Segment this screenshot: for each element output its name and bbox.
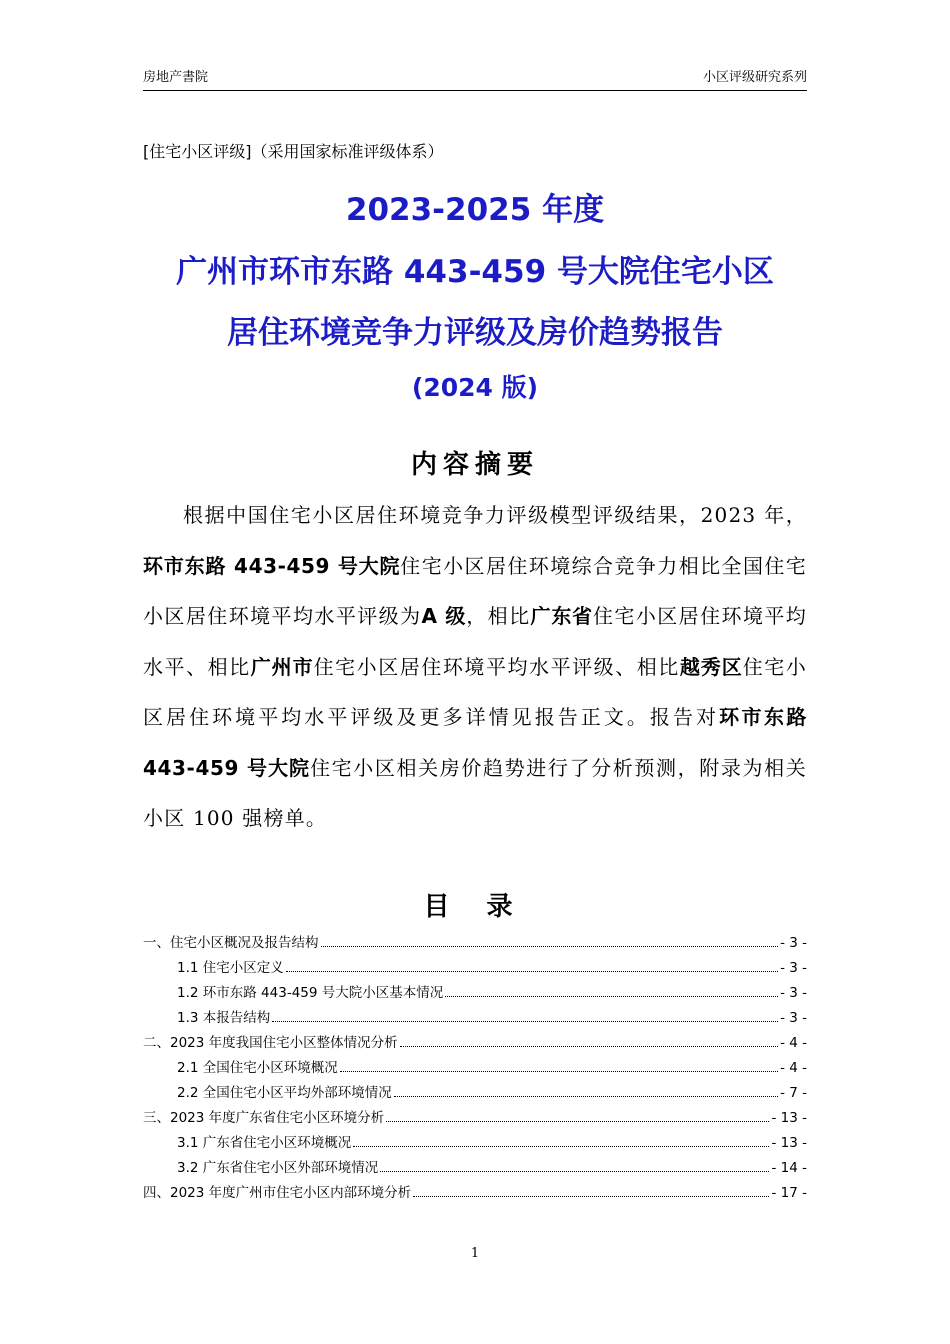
toc-leader-dots [353,1146,769,1147]
toc-entry[interactable] [143,1156,807,1181]
toc-entry[interactable] [143,1131,807,1156]
toc-entry[interactable] [143,931,807,956]
title-line-3: 居住环境竞争力评级及房价趋势报告 [227,315,723,351]
report-category: [住宅小区评级]（采用国家标准评级体系） [143,142,444,161]
toc-leader-dots [286,971,778,972]
toc-entry-page: - 13 - [771,1110,807,1126]
title-line-2: 广州市环市东路 443-459 号大院住宅小区 [176,254,774,290]
header-series: 小区评级研究系列 [702,70,807,85]
toc-entry-page: - 4 - [780,1035,807,1051]
toc-entry-label: 二、2023 年度我国住宅小区整体情况分析 [143,1035,398,1051]
summary-body [143,490,807,844]
summary-text: 住宅小区居住环境平均水平、相比 [143,604,807,679]
page-number: 1 [470,1246,480,1261]
summary-text: 住宅小区相关房价趋势进行了分析预测，附录为相关小区 100 强榜单。 [143,755,807,830]
title-edition: (2024 版) [411,373,539,402]
summary-highlight-district: 越秀区 [679,654,743,679]
toc-entry[interactable] [143,1031,807,1056]
summary-text: 住宅小区居住环境平均水平评级、相比 [313,654,680,679]
toc-entry-label: 3.1 广东省住宅小区环境概况 [177,1135,352,1151]
toc-leader-dots [272,1021,778,1022]
toc-entry[interactable] [143,956,807,981]
summary-highlight-community: 环市东路 443-459 号大院 [143,705,808,780]
toc-entry-page: - 3 - [780,985,807,1001]
summary-highlight-community: 环市东路 443-459 号大院 [143,553,401,578]
toc-entry-label: 1.1 住宅小区定义 [177,960,284,976]
toc-leader-dots [340,1071,778,1072]
toc-leader-dots [386,1121,769,1122]
toc-leader-dots [321,946,779,947]
toc-entry[interactable] [143,1056,807,1081]
toc-leader-dots [413,1196,769,1197]
toc-leader-dots [380,1171,769,1172]
toc-entry-label: 四、2023 年度广州市住宅小区内部环境分析 [143,1185,412,1201]
summary-heading: 内容摘要 [410,450,539,480]
toc-entry[interactable] [143,981,807,1006]
toc-entry-label: 2.1 全国住宅小区环境概况 [177,1060,338,1076]
toc-entry-page: - 17 - [771,1185,807,1201]
toc-entry-page: - 3 - [780,960,807,976]
summary-paragraph [143,490,807,844]
toc-leader-dots [445,996,778,997]
summary-text: 住宅小区居住环境综合竞争力相比全国住宅小区居住环境平均水平评级为 [143,553,807,628]
toc-leader-dots [394,1096,778,1097]
toc-entry[interactable] [143,1081,807,1106]
toc-entry-label: 三、2023 年度广东省住宅小区环境分析 [143,1110,385,1126]
toc-leader-dots [400,1046,778,1047]
toc-heading: 目 录 [423,892,527,922]
toc-entry-label: 一、住宅小区概况及报告结构 [143,935,319,951]
toc-entry-page: - 13 - [771,1135,807,1151]
summary-text: 根据中国住宅小区居住环境竞争力评级模型评级结果，2023 年， [183,503,807,527]
toc-entry-page: - 14 - [771,1160,807,1176]
toc-entry-page: - 3 - [780,1010,807,1026]
summary-text: ，相比 [466,604,531,628]
toc-entry-label: 1.2 环市东路 443-459 号大院小区基本情况 [177,985,444,1001]
toc-entry-page: - 7 - [780,1085,807,1101]
title-line-1: 2023-2025 年度 [345,192,605,228]
toc-entry-page: - 4 - [780,1060,807,1076]
toc-entry[interactable] [143,1106,807,1131]
summary-text: 住宅小区居住环境平均水平评级及更多详情见报告正文。报告对 [143,654,807,729]
toc-entry-page: - 3 - [780,935,807,951]
table-of-contents [143,931,807,1206]
toc-entry-label: 1.3 本报告结构 [177,1010,271,1026]
toc-entry[interactable] [143,1181,807,1206]
summary-highlight-province: 广东省 [530,604,593,628]
page-header [143,62,807,91]
toc-entry-label: 2.2 全国住宅小区平均外部环境情况 [177,1085,392,1101]
toc-entry[interactable] [143,1006,807,1031]
summary-highlight-grade: A 级 [421,604,467,628]
toc-entry-label: 3.2 广东省住宅小区外部环境情况 [177,1160,379,1176]
header-publisher: 房地产書院 [143,70,209,85]
summary-highlight-city: 广州市 [250,654,314,679]
